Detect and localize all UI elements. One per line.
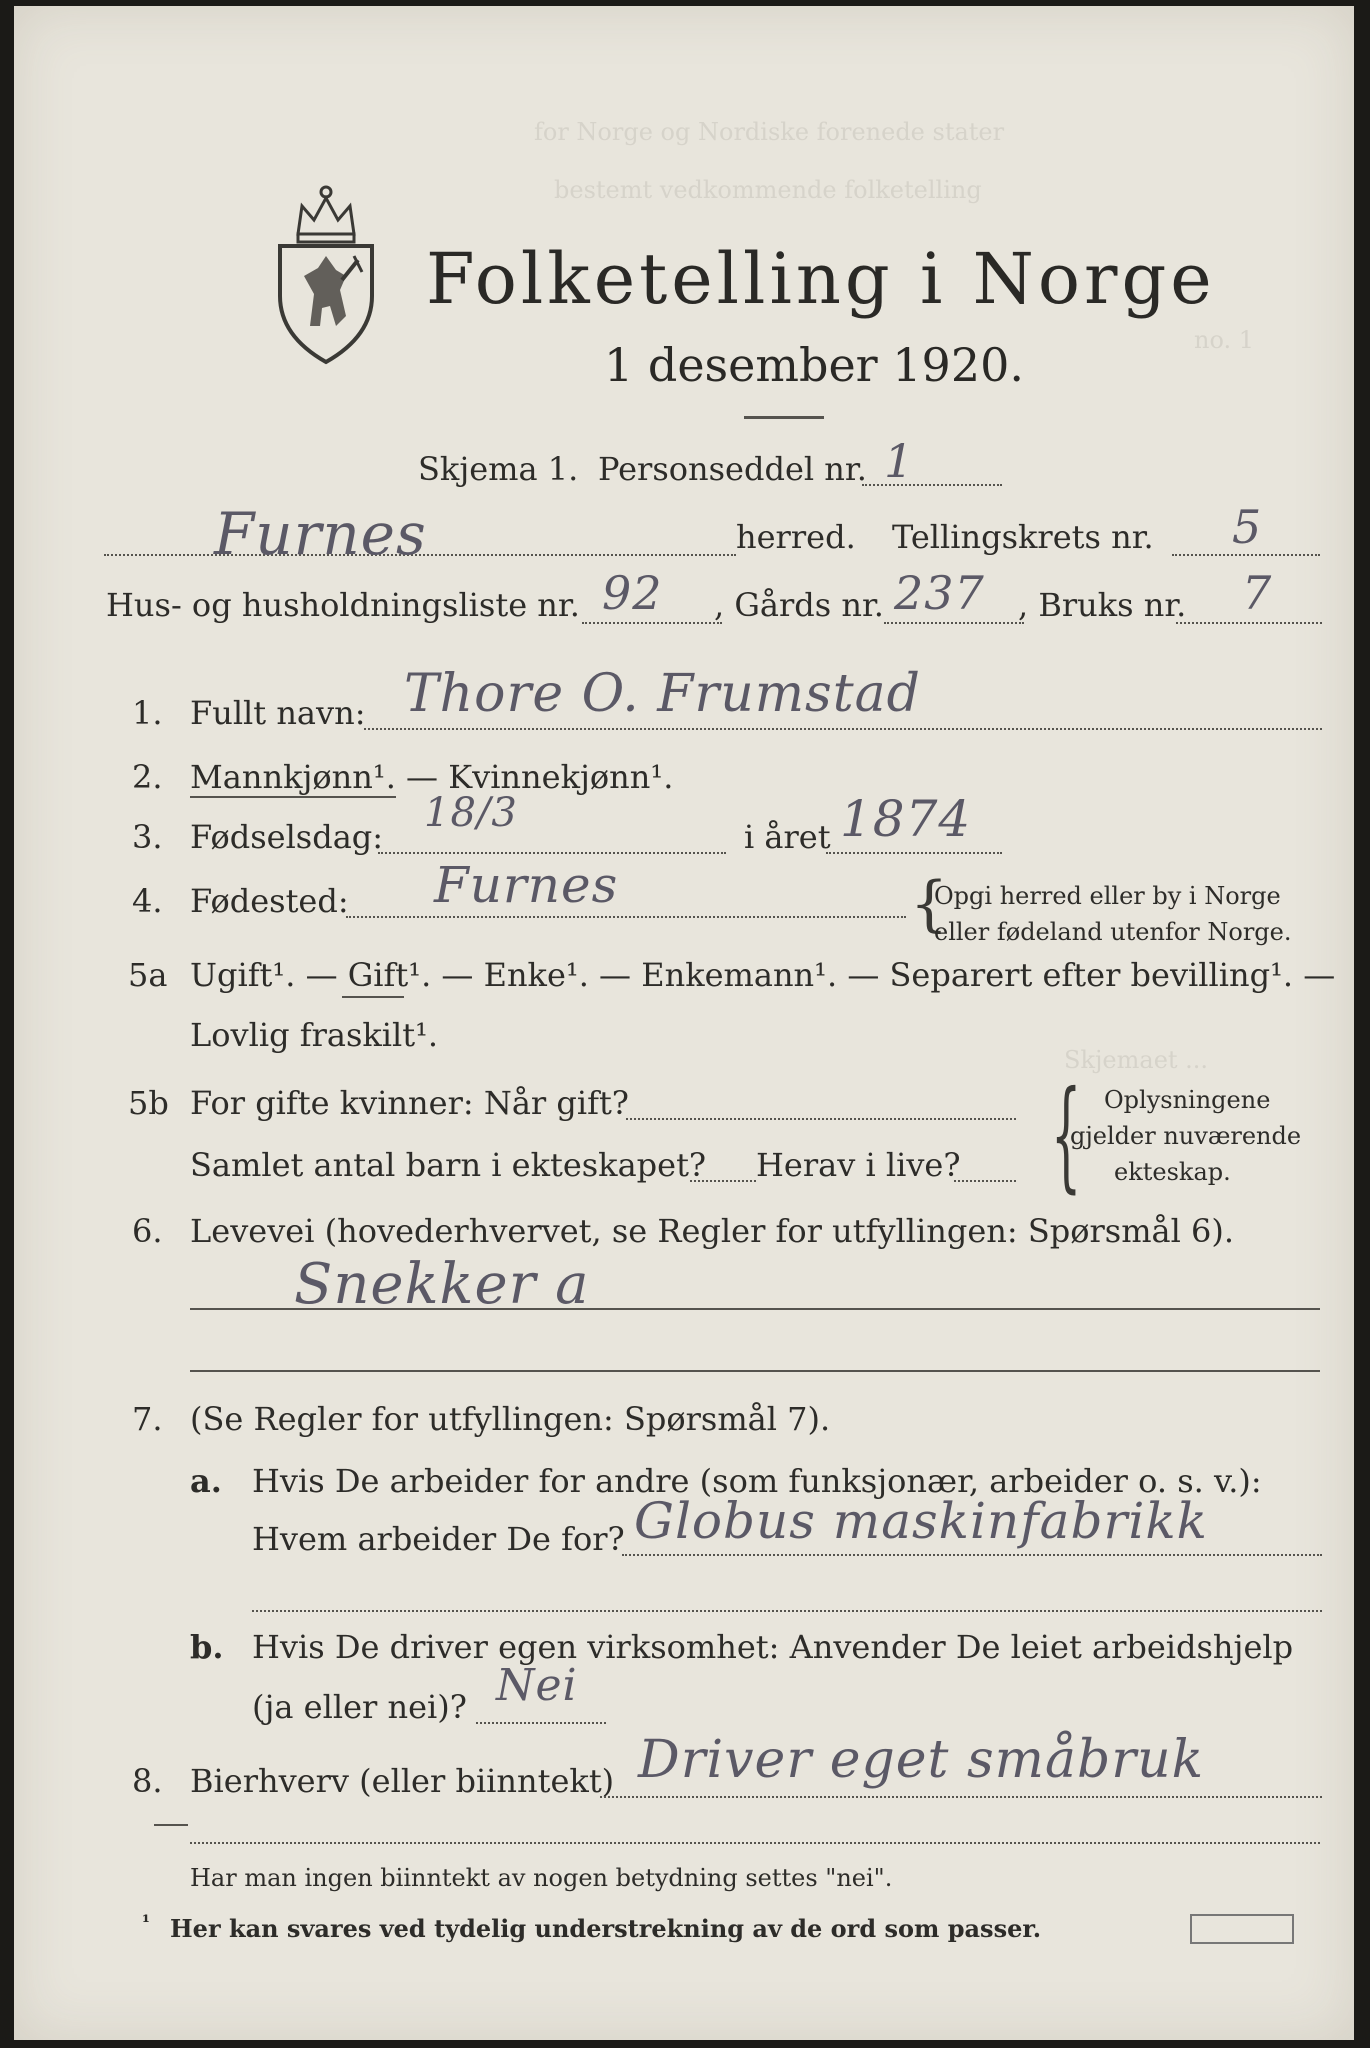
tellingskrets-label: Tellingskrets nr. (892, 518, 1154, 556)
q5a-number: 5a (128, 956, 168, 994)
q5b-brace: { (1050, 1066, 1082, 1205)
full-name-value: Thore O. Frumstad (404, 664, 921, 724)
q4-note-line1: Opgi herred eller by i Norge (934, 882, 1281, 910)
form-title: Folketelling i Norge (426, 238, 1216, 320)
marital-status-options: Ugift¹. — Gift¹. — Enke¹. — Enkemann¹. — Separert efter bevilling¹. — (190, 956, 1336, 994)
census-date: 1 desember 1920. (604, 338, 1024, 392)
q6-line2 (190, 1370, 1320, 1372)
q2-number: 2. (132, 758, 163, 796)
birthday-value: 18/3 (424, 790, 518, 836)
q5b-children-total: Samlet antal barn i ekteskapet? (190, 1146, 707, 1184)
q3-label: Fødselsdag: (190, 818, 384, 856)
printer-stamp-icon (1190, 1914, 1294, 1944)
marital-status-divorced: Lovlig fraskilt¹. (190, 1016, 439, 1054)
q7a-employer-line (622, 1554, 1322, 1556)
husliste-line (582, 622, 722, 624)
q7b-answer-line (476, 1722, 606, 1724)
q8-number: 8. (132, 1762, 163, 1800)
hired-help-value: Nei (496, 1660, 578, 1711)
q8-dash-mark (154, 1824, 188, 1826)
q7-label: (Se Regler for utfyllingen: Spørsmål 7). (190, 1400, 831, 1438)
herred-label: herred. (736, 518, 856, 556)
q3-line (378, 852, 726, 854)
herred-value: Furnes (214, 500, 427, 568)
birthplace-value: Furnes (434, 856, 619, 914)
q5b-alive-line (954, 1180, 1016, 1182)
gards-line (884, 622, 1024, 624)
gender-separator: — (395, 758, 449, 796)
q4-line (346, 916, 906, 918)
bruks-line (1176, 622, 1322, 624)
q5b-children-line (690, 1180, 756, 1182)
q8-label: Bierhverv (eller biinntekt) (190, 1762, 615, 1800)
q5b-children-alive: Herav i live? (756, 1146, 961, 1184)
gards-label: , Gårds nr. (714, 586, 884, 624)
norway-coat-of-arms-icon (270, 176, 382, 366)
personseddel-label: Personseddel nr. (598, 450, 867, 488)
q6-line1 (190, 1308, 1320, 1310)
q7-number: 7. (132, 1400, 163, 1438)
q5b-note-line1: Oplysningene (1104, 1086, 1271, 1114)
q5b-note-line3: ekteskap. (1114, 1158, 1231, 1186)
q5b-number: 5b (128, 1084, 169, 1122)
gender-male-option: Mannkjønn¹. (190, 758, 396, 796)
bruks-value: 7 (1242, 566, 1273, 620)
title-divider (744, 416, 824, 419)
bruks-label: , Bruks nr. (1018, 586, 1187, 624)
q1-label: Fullt navn: (190, 694, 366, 732)
q1-line (364, 728, 1322, 730)
q1-number: 1. (132, 694, 163, 732)
census-form-page: for Norge og Nordiske forenede stater bestemt vedkommende folketelling no. 1 Skjemaet ... Folketelling i Norge 1 desember 1920. Skjema 1. Personseddel nr. 1 Furnes herred. Tellingskrets nr. 5 Hus- og husholdningsliste nr. 92 , Gårds nr. 237 , Bruks nr. 7 1. Fullt navn: Thore O. Frumstad 2. Mannkjønn¹. — Kvinnekjønn¹. 3. Fødselsdag: 18/3 i året 1874 4. Fødested: Furnes { Opgi herred eller by i Norge eller fødeland utenfor Norge. 5a Ugift¹. — Gift¹. — Enke¹. — Enkemann¹. — Separert efter bevilling¹. — Lovlig fraskilt¹. 5b For gifte kvinner: Når gift? Samlet antal barn i ekteskapet? Herav i live? { Oplysningene gjelder nuværende ekteskap. 6. Levevei (hovederhvervet, se Regler for utfyllingen: Spørsmål 6). Snekker a 7. (Se Regler for utfyllingen: Spørsmål 7). a. Hvis De arbeider for andre (som funksjonær, arbeider o. s. v.): Hvem arbeider De for? Globus maskinfabrikk b. Hvis De driver egen virksomhet: Anvender De leiet arbeidshjelp (ja eller nei)? Nei 8. Bierhverv (eller biinntekt) Driver eget småbruk Har man ingen biinntekt av nogen betydning settes "nei". ¹ Her kan svares ved tydelig understrekning av de ord som passer. (14, 6, 1354, 2040)
q4-label: Fødested: (190, 882, 349, 920)
q4-note-line2: eller fødeland utenfor Norge. (934, 918, 1292, 946)
skjema-label: Skjema 1. (418, 450, 579, 488)
husliste-value: 92 (602, 566, 663, 620)
q7a-line2: Hvem arbeider De for? (252, 1520, 625, 1558)
q3-number: 3. (132, 818, 163, 856)
birth-year-value: 1874 (840, 790, 972, 848)
tellingskrets-value: 5 (1232, 500, 1263, 554)
q5b-when-married: For gifte kvinner: Når gift? (190, 1084, 629, 1122)
occupation-value: Snekker a (294, 1252, 590, 1317)
footnote-text: Her kan svares ved tydelig understrekning av de ord som passer. (170, 1914, 1042, 1943)
q4-brace: { (910, 869, 949, 939)
q5b-when-line (626, 1118, 1016, 1120)
q4-number: 4. (132, 882, 163, 920)
q6-label: Levevei (hovederhvervet, se Regler for utfyllingen: Spørsmål 6). (190, 1212, 1235, 1250)
q3-year-line (826, 852, 1002, 854)
side-income-value: Driver eget småbruk (638, 1730, 1205, 1790)
q5b-note-line2: gjelder nuværende (1070, 1122, 1302, 1150)
q7b-letter: b. (190, 1628, 224, 1666)
footnote-mark: ¹ (142, 1912, 150, 1933)
personseddel-value: 1 (884, 434, 915, 488)
q8-extra-line (190, 1842, 1320, 1844)
personseddel-line (862, 484, 1002, 486)
gards-value: 237 (894, 566, 985, 620)
q8-line (600, 1796, 1322, 1798)
q7b-line2: (ja eller nei)? (252, 1688, 467, 1726)
q7a-extra-line (252, 1610, 1322, 1612)
q7a-line1: Hvis De arbeider for andre (som funksjonær, arbeider o. s. v.): (252, 1462, 1262, 1500)
tellingskrets-line (1172, 554, 1320, 556)
footer-note: Har man ingen biinntekt av nogen betydning settes "nei". (190, 1864, 893, 1892)
q7a-letter: a. (190, 1462, 222, 1500)
employer-value: Globus maskinfabrikk (634, 1492, 1208, 1550)
q3-year-label: i året (744, 818, 831, 856)
husliste-label: Hus- og husholdningsliste nr. (106, 586, 580, 624)
q6-number: 6. (132, 1212, 163, 1250)
gift-underline (342, 996, 404, 998)
gender-female-option: Kvinnekjønn¹. (448, 758, 674, 796)
q7b-line1: Hvis De driver egen virksomhet: Anvender De leiet arbeidshjelp (252, 1628, 1294, 1666)
